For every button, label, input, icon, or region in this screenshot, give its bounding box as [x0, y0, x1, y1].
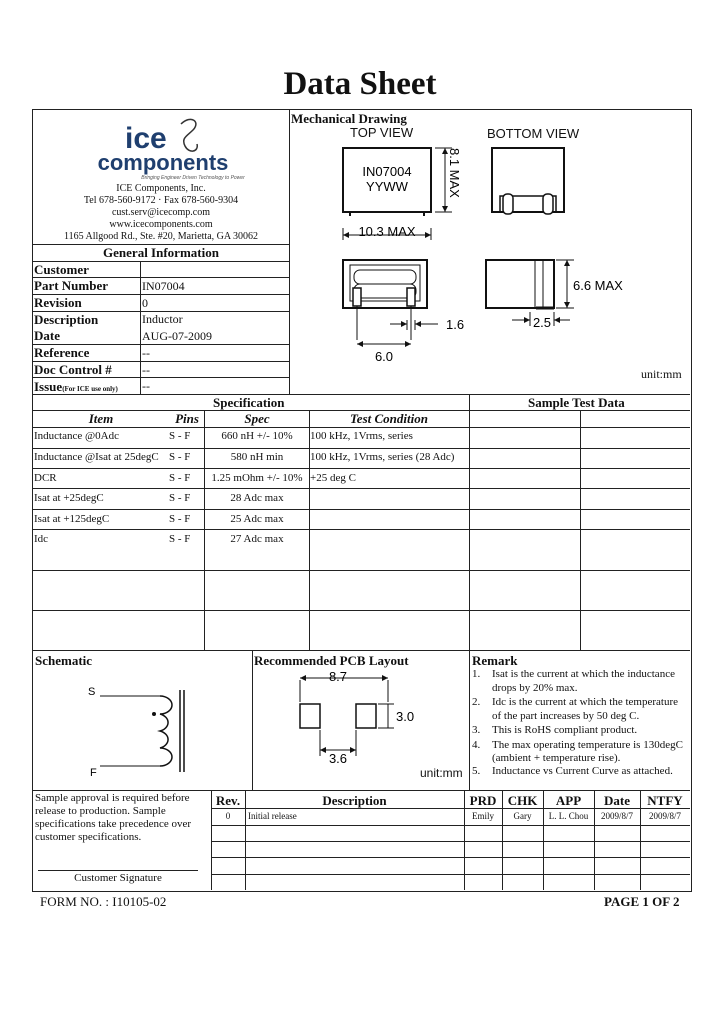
- remark-text: of the part increases by 50 deg C.: [492, 710, 640, 722]
- value-revision: 0: [142, 296, 148, 310]
- signature-line[interactable]: [38, 870, 198, 871]
- dim-thick: 6.6 MAX: [573, 278, 623, 293]
- page-title: Data Sheet: [283, 66, 437, 102]
- logo-text-ice: ice: [125, 122, 167, 155]
- spec-pins: S - F: [169, 451, 191, 463]
- pcb-layout: [290, 666, 420, 766]
- rev-col-ntfy: NTFY: [647, 793, 683, 808]
- pin-s-label: S: [88, 686, 96, 698]
- col-spec: Spec: [244, 411, 270, 426]
- pcb-pad-right: [356, 704, 376, 728]
- bottom-view-label: BOTTOM VIEW: [487, 126, 580, 141]
- spec-item: Idc: [34, 533, 49, 545]
- remark-text: Idc is the current at which the temperature: [492, 696, 679, 708]
- approval-line: Sample approval is required before: [35, 792, 190, 804]
- value-date: AUG-07-2009: [142, 329, 212, 343]
- approval-line: specifications take precedence over: [35, 818, 192, 830]
- rev-col-date: Date: [604, 793, 630, 808]
- remark-num: 1.: [472, 668, 481, 680]
- spec-pins: S - F: [169, 430, 191, 442]
- approval-line: release to production. Sample: [35, 805, 166, 817]
- rev-cell: Initial release: [248, 811, 297, 821]
- issue-label-text: Issue: [34, 379, 63, 394]
- dim-width: 10.3 MAX: [358, 224, 416, 239]
- col-test-condition: Test Condition: [350, 411, 428, 426]
- top-view-label: TOP VIEW: [350, 125, 414, 140]
- spec-value: 580 nH min: [230, 451, 284, 463]
- remark-num: 3.: [472, 724, 481, 736]
- side-view-body: [486, 260, 554, 308]
- pcb-pad-left: [300, 704, 320, 728]
- spec-value: 27 Adc max: [230, 533, 284, 545]
- pcb-header: Recommended PCB Layout: [254, 653, 409, 668]
- col-pins: Pins: [175, 411, 199, 426]
- sample-test-header: Sample Test Data: [528, 395, 625, 410]
- value-issue: --: [142, 379, 150, 393]
- label-customer: Customer: [34, 262, 89, 277]
- mechanical-header: Mechanical Drawing: [291, 111, 407, 126]
- approval-line: customer specifications.: [35, 831, 142, 843]
- remark-text: (ambient + temperature rise).: [492, 752, 621, 764]
- pin-f-label: F: [90, 767, 97, 779]
- spec-item: Inductance @Isat at 25degC: [34, 451, 159, 463]
- spec-header: Specification: [213, 395, 285, 410]
- schematic-header: Schematic: [35, 653, 93, 668]
- marking-part: IN07004: [362, 164, 412, 179]
- label-doc-control: Doc Control #: [34, 362, 112, 377]
- rev-col-description: Description: [322, 793, 387, 808]
- spec-item: Isat at +25degC: [34, 492, 104, 504]
- value-description: Inductor: [142, 312, 183, 326]
- pcb-dim-gap: 3.6: [328, 751, 348, 766]
- pcb-dim-pad: 3.0: [396, 709, 415, 724]
- spec-condition: 100 kHz, 1Vrms, series (28 Adc): [310, 451, 455, 463]
- rev-col-app: APP: [555, 793, 582, 808]
- dim-lead: 1.6: [446, 317, 465, 332]
- schematic-diagram: [80, 680, 200, 780]
- label-date: Date: [34, 328, 60, 343]
- rev-cell: Gary: [513, 811, 532, 821]
- marking-date-code: YYWW: [366, 179, 408, 194]
- divider: [140, 261, 141, 394]
- rev-cell: 2009/8/7: [600, 811, 633, 821]
- rev-cell: Emily: [472, 811, 494, 821]
- value-part-number: IN07004: [142, 279, 185, 293]
- logo-text-components: components: [97, 150, 229, 175]
- company-name: ICE Components, Inc.: [116, 183, 206, 194]
- dim-height: 8.1 MAX: [447, 148, 462, 198]
- spec-pins: S - F: [169, 492, 191, 504]
- remark-header: Remark: [472, 653, 518, 668]
- company-phone: Tel 678-560-9172 · Fax 678-560-9304: [83, 195, 239, 206]
- remark-num: 2.: [472, 696, 481, 708]
- spec-item: Inductance @0Adc: [34, 430, 119, 442]
- signature-label: Customer Signature: [74, 872, 162, 884]
- coil-icon: [160, 696, 172, 766]
- form-number: FORM NO. : I10105-02: [40, 894, 167, 909]
- dim-side: 2.5: [532, 315, 552, 330]
- label-reference: Reference: [34, 345, 90, 360]
- remark-text: Isat is the current at which the inductance: [492, 668, 675, 680]
- value-reference: --: [142, 346, 150, 360]
- rev-cell: 2009/8/7: [648, 811, 681, 821]
- company-website[interactable]: www.icecomponents.com: [109, 219, 213, 230]
- pcb-unit: unit:mm: [420, 766, 463, 780]
- spec-item: Isat at +125degC: [34, 513, 110, 525]
- remark-text: drops by 20% max.: [492, 682, 578, 694]
- remark-text: Inductance vs Current Curve as attached.: [492, 765, 673, 777]
- value-doc-control: --: [142, 363, 150, 377]
- remark-text: This is RoHS compliant product.: [492, 724, 638, 736]
- rev-col-prd: PRD: [469, 793, 497, 808]
- mechanical-unit: unit:mm: [641, 367, 682, 381]
- remark-num: 5.: [472, 765, 481, 777]
- rev-col-rev: Rev.: [215, 793, 241, 808]
- rev-cell: L. L. Chou: [548, 811, 589, 821]
- remark-text: The max operating temperature is 130degC: [492, 739, 683, 751]
- remark-num: 4.: [472, 739, 481, 751]
- company-block: [33, 110, 289, 244]
- company-address: 1165 Allgood Rd., Ste. #20, Marietta, GA 30062: [63, 231, 259, 242]
- spec-value: 25 Adc max: [230, 513, 284, 525]
- col-item: Item: [88, 411, 114, 426]
- approval-note: [35, 792, 191, 844]
- mechanical-drawing: [290, 140, 690, 375]
- label-part-number: Part Number: [34, 278, 109, 293]
- dim-pitch: 6.0: [374, 349, 394, 364]
- spec-value: 660 nH +/- 10%: [221, 430, 293, 442]
- spec-value: 1.25 mOhm +/- 10%: [211, 472, 303, 484]
- general-info-header: General Information: [103, 245, 219, 260]
- spec-pins: S - F: [169, 472, 191, 484]
- company-tagline: Bringing Engineer Driven Technology to Power: [141, 175, 245, 181]
- issue-note: (For ICE use only): [62, 385, 118, 393]
- pcb-dim-span: 8.7: [328, 669, 348, 684]
- spec-value: 28 Adc max: [230, 492, 284, 504]
- spec-item: DCR: [34, 472, 57, 484]
- page-number: PAGE 1 OF 2: [604, 894, 680, 909]
- company-email[interactable]: cust.serv@icecomp.com: [111, 207, 211, 218]
- spec-condition: +25 deg C: [310, 472, 356, 484]
- label-revision: Revision: [34, 295, 82, 310]
- label-description: Description: [34, 312, 99, 327]
- rev-col-chk: CHK: [507, 793, 538, 808]
- spec-condition: 100 kHz, 1Vrms, series: [310, 430, 413, 442]
- spec-pins: S - F: [169, 513, 191, 525]
- rev-cell: 0: [225, 811, 231, 821]
- spec-pins: S - F: [169, 533, 191, 545]
